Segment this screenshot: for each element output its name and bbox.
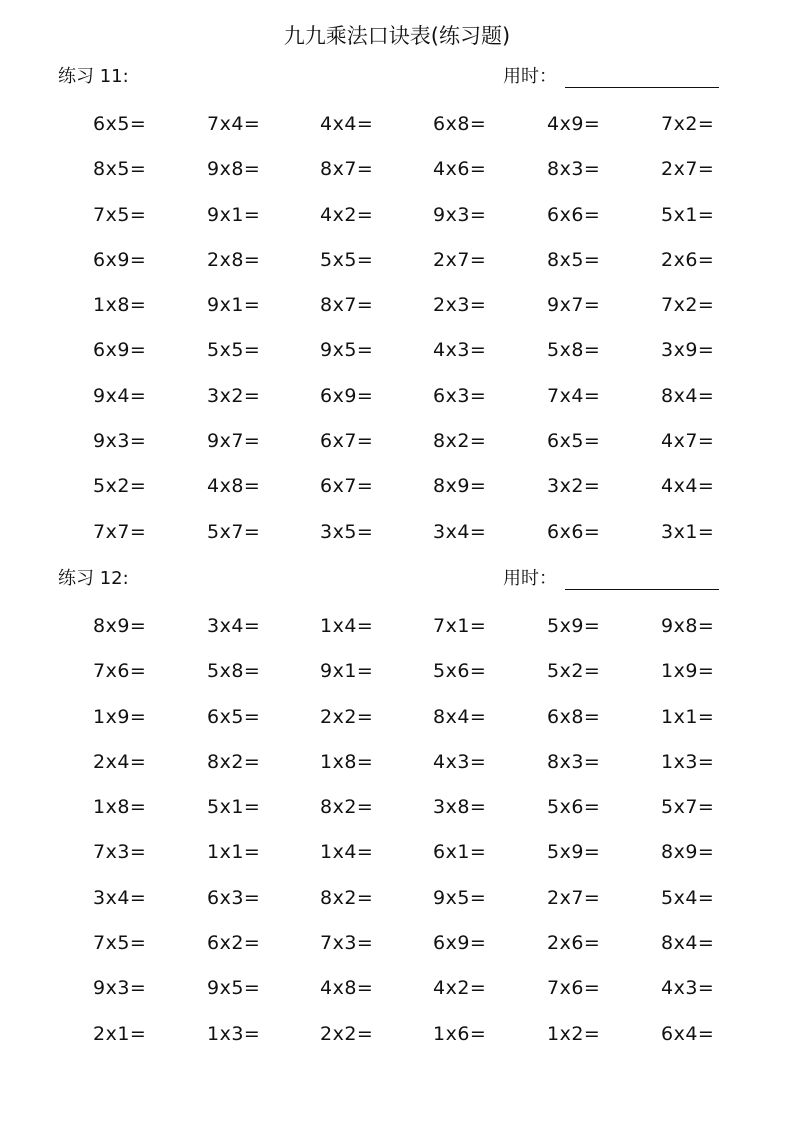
multiplication-problem: 1x4= [320,841,374,864]
multiplication-problem: 6x2= [207,932,261,955]
multiplication-problem: 7x3= [320,932,374,955]
multiplication-problem: 7x3= [93,841,147,864]
multiplication-problem: 3x8= [433,796,487,819]
multiplication-problem: 5x9= [547,841,601,864]
multiplication-problem: 2x7= [547,886,601,909]
problem-row [0,976,794,1021]
multiplication-problem: 8x7= [320,294,374,317]
multiplication-problem: 2x6= [547,932,601,955]
multiplication-problem: 4x7= [661,430,715,453]
multiplication-problem: 1x1= [207,841,261,864]
multiplication-problem: 1x2= [547,1022,601,1045]
multiplication-problem: 2x8= [207,248,261,271]
section-label: 练习 12: [58,568,129,589]
multiplication-problem: 9x8= [207,158,261,181]
multiplication-problem: 9x1= [320,660,374,683]
multiplication-problem: 6x9= [320,384,374,407]
multiplication-problem: 2x2= [320,1022,374,1045]
multiplication-problem: 5x1= [661,203,715,226]
multiplication-problem: 6x9= [433,932,487,955]
multiplication-problem: 3x2= [547,475,601,498]
section-label: 练习 11: [58,66,129,87]
problem-row [0,338,794,383]
multiplication-problem: 9x3= [433,203,487,226]
multiplication-problem: 2x3= [433,294,487,317]
multiplication-problem: 5x6= [547,796,601,819]
multiplication-problem: 1x8= [93,796,147,819]
multiplication-problem: 8x4= [661,384,715,407]
multiplication-problem: 9x8= [661,615,715,637]
problem-row [0,931,794,976]
multiplication-problem: 3x1= [661,520,715,543]
multiplication-problem: 2x7= [661,158,715,181]
multiplication-problem: 3x4= [433,520,487,543]
multiplication-problem: 8x2= [320,886,374,909]
multiplication-problem: 6x6= [547,203,601,226]
problem-row [0,112,794,157]
problem-row [0,203,794,248]
multiplication-problem: 8x9= [433,475,487,498]
multiplication-problem: 7x4= [547,384,601,407]
multiplication-problem: 1x3= [207,1022,261,1045]
multiplication-problem: 2x4= [93,750,147,773]
multiplication-problem: 7x5= [93,203,147,226]
problem-row [0,429,794,474]
problem-row [0,474,794,519]
multiplication-problem: 5x8= [547,339,601,362]
multiplication-problem: 2x6= [661,248,715,271]
multiplication-problem: 4x3= [661,977,715,1000]
multiplication-problem: 5x7= [207,520,261,543]
multiplication-problem: 9x1= [207,294,261,317]
section-header [0,564,794,598]
multiplication-problem: 6x5= [207,705,261,728]
multiplication-problem: 1x8= [320,750,374,773]
multiplication-problem: 7x4= [207,113,261,135]
multiplication-problem: 3x4= [93,886,147,909]
multiplication-problem: 3x9= [661,339,715,362]
multiplication-problem: 3x5= [320,520,374,543]
multiplication-problem: 6x9= [93,248,147,271]
page-title: 九九乘法口诀表(练习题) [283,24,511,48]
multiplication-problem: 7x7= [93,520,147,543]
problem-row [0,886,794,931]
multiplication-problem: 8x2= [433,430,487,453]
multiplication-problem: 9x4= [93,384,147,407]
multiplication-problem: 4x3= [433,339,487,362]
multiplication-problem: 4x8= [320,977,374,1000]
multiplication-problem: 9x3= [93,430,147,453]
multiplication-problem: 9x7= [207,430,261,453]
multiplication-problem: 5x1= [207,796,261,819]
problem-row [0,157,794,202]
section-header [0,62,794,96]
exercise-section-12 [0,564,794,1045]
multiplication-problem: 6x7= [320,430,374,453]
multiplication-problem: 1x4= [320,615,374,637]
timer-label: 用时： [503,568,557,589]
multiplication-problem: 4x2= [433,977,487,1000]
multiplication-problem: 6x6= [547,520,601,543]
exercise-section-11 [0,62,794,543]
multiplication-problem: 5x9= [547,615,601,637]
problem-row [0,293,794,338]
multiplication-problem: 5x8= [207,660,261,683]
problem-row [0,795,794,840]
multiplication-problem: 7x6= [547,977,601,1000]
timer-answer-line[interactable] [565,567,719,590]
problem-row [0,705,794,750]
multiplication-problem: 8x2= [320,796,374,819]
multiplication-problem: 3x2= [207,384,261,407]
multiplication-problem: 6x5= [93,113,147,135]
multiplication-problem: 6x9= [93,339,147,362]
multiplication-problem: 6x8= [433,113,487,135]
multiplication-problem: 8x5= [93,158,147,181]
multiplication-problem: 6x4= [661,1022,715,1045]
problem-row [0,384,794,429]
multiplication-problem: 5x6= [433,660,487,683]
multiplication-problem: 4x4= [320,113,374,135]
multiplication-problem: 4x2= [320,203,374,226]
multiplication-problem: 7x2= [661,113,715,135]
multiplication-problem: 4x4= [661,475,715,498]
multiplication-problem: 5x4= [661,886,715,909]
multiplication-problem: 6x1= [433,841,487,864]
multiplication-problem: 9x3= [93,977,147,1000]
multiplication-problem: 5x2= [547,660,601,683]
multiplication-problem: 9x5= [207,977,261,1000]
problem-row [0,840,794,885]
multiplication-problem: 9x7= [547,294,601,317]
problem-grid [0,614,794,1067]
problem-row [0,614,794,659]
timer [503,567,719,591]
multiplication-problem: 6x5= [547,430,601,453]
multiplication-problem: 4x3= [433,750,487,773]
multiplication-problem: 5x5= [207,339,261,362]
multiplication-problem: 8x4= [433,705,487,728]
multiplication-problem: 8x7= [320,158,374,181]
problem-row [0,248,794,293]
multiplication-problem: 1x1= [661,705,715,728]
problem-row [0,659,794,704]
multiplication-problem: 8x9= [661,841,715,864]
multiplication-problem: 2x1= [93,1022,147,1045]
problem-grid [0,112,794,565]
multiplication-problem: 1x9= [93,705,147,728]
problem-row [0,1022,794,1067]
problem-row [0,520,794,565]
multiplication-problem: 9x5= [320,339,374,362]
multiplication-problem: 6x3= [433,384,487,407]
multiplication-problem: 8x9= [93,615,147,637]
multiplication-problem: 5x7= [661,796,715,819]
multiplication-problem: 8x2= [207,750,261,773]
multiplication-problem: 1x9= [661,660,715,683]
multiplication-problem: 1x8= [93,294,147,317]
multiplication-problem: 8x5= [547,248,601,271]
multiplication-problem: 4x9= [547,113,601,135]
multiplication-problem: 7x5= [93,932,147,955]
multiplication-problem: 7x6= [93,660,147,683]
multiplication-problem: 4x8= [207,475,261,498]
multiplication-problem: 7x1= [433,615,487,637]
multiplication-problem: 6x8= [547,705,601,728]
multiplication-problem: 1x3= [661,750,715,773]
multiplication-problem: 8x3= [547,750,601,773]
multiplication-problem: 9x1= [207,203,261,226]
multiplication-problem: 5x2= [93,475,147,498]
multiplication-problem: 2x7= [433,248,487,271]
multiplication-problem: 2x2= [320,705,374,728]
multiplication-problem: 8x3= [547,158,601,181]
multiplication-problem: 8x4= [661,932,715,955]
timer [503,65,719,89]
multiplication-problem: 5x5= [320,248,374,271]
multiplication-problem: 7x2= [661,294,715,317]
timer-answer-line[interactable] [565,65,719,88]
multiplication-problem: 3x4= [207,615,261,637]
multiplication-problem: 1x6= [433,1022,487,1045]
timer-label: 用时： [503,66,557,87]
problem-row [0,750,794,795]
multiplication-problem: 9x5= [433,886,487,909]
multiplication-problem: 4x6= [433,158,487,181]
multiplication-problem: 6x3= [207,886,261,909]
multiplication-problem: 6x7= [320,475,374,498]
